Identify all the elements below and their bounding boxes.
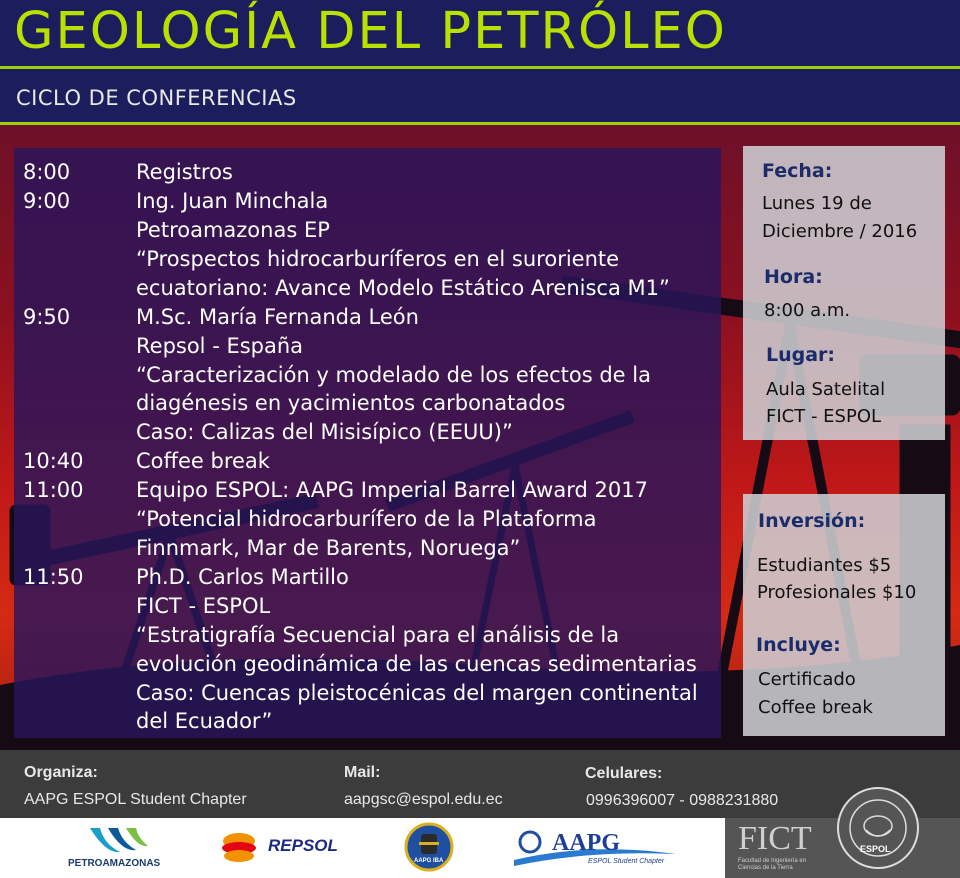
schedule-text: Repsol - España [136, 334, 304, 358]
schedule-row [14, 623, 721, 652]
schedule-row [14, 305, 721, 334]
schedule-row [14, 189, 721, 218]
fecha-label: Fecha: [762, 160, 833, 182]
petroamazonas-logo-text: PETROAMAZONAS [68, 858, 161, 869]
schedule-text: Caso: Calizas del Misisípico (EEUU)” [136, 420, 513, 444]
schedule-time: 9:50 [23, 305, 71, 329]
fict-subtitle-2: Ciencias de la Tierra [738, 865, 793, 871]
inversion-label: Inversión: [758, 510, 866, 532]
schedule-text: Registros [136, 160, 233, 184]
schedule-text: “Prospectos hidrocarburíferos en el suroriente [136, 247, 620, 271]
espol-seal-icon [836, 786, 920, 870]
lugar-label: Lugar: [766, 344, 836, 366]
schedule-text: FICT - ESPOL [136, 594, 271, 618]
schedule-row [14, 565, 721, 594]
schedule-text: diagénesis en yacimientos carbonatados [136, 391, 566, 415]
page-subtitle: CICLO DE CONFERENCIAS [16, 86, 297, 110]
schedule-row [14, 391, 721, 420]
schedule-row [14, 363, 721, 392]
schedule-row [14, 218, 721, 247]
inversion-students: Estudiantes $5 [757, 555, 892, 576]
schedule-text: evolución geodinámica de las cuencas sedimentarias [136, 652, 697, 676]
lugar-line-2: FICT - ESPOL [766, 406, 882, 427]
repsol-logo-icon [220, 831, 258, 865]
schedule-text: Finnmark, Mar de Barents, Noruega” [136, 536, 521, 560]
lugar-line-1: Aula Satelital [766, 379, 886, 400]
fict-subtitle-1: Facultad de Ingeniería en [738, 858, 807, 864]
schedule-row [14, 276, 721, 305]
schedule-row [14, 507, 721, 536]
schedule-row [14, 536, 721, 565]
schedule-text: “Caracterización y modelado de los efectos de la [136, 363, 651, 387]
schedule-text: M.Sc. María Fernanda León [136, 305, 419, 329]
schedule-row [14, 652, 721, 681]
schedule-text: Ph.D. Carlos Martillo [136, 565, 349, 589]
hora-label: Hora: [764, 266, 823, 288]
contact-footer [0, 750, 960, 818]
schedule-text: “Estratigrafía Secuencial para el análisis de la [136, 623, 620, 647]
espol-seal-text: ESPOL [860, 844, 891, 854]
event-details-box [743, 146, 945, 440]
schedule-text: ecuatoriano: Avance Modelo Estático Arenisca M1” [136, 276, 670, 300]
sponsor-logos-strip [0, 818, 960, 878]
schedule-text: “Potencial hidrocarburífero de la Plataforma [136, 507, 597, 531]
schedule-time: 11:00 [23, 478, 84, 502]
header-banner [0, 0, 960, 125]
schedule-row [14, 594, 721, 623]
repsol-logo-text: REPSOL [268, 836, 338, 855]
schedule-row [14, 334, 721, 363]
schedule-panel [14, 148, 721, 738]
schedule-row [14, 247, 721, 276]
petroamazonas-logo-icon [86, 824, 150, 856]
fict-logo-text: FICT [738, 820, 812, 857]
schedule-time: 11:50 [23, 565, 84, 589]
schedule-row [14, 160, 721, 189]
pricing-box [743, 494, 945, 736]
schedule-text: Equipo ESPOL: AAPG Imperial Barrel Award 2017 [136, 478, 648, 502]
schedule-row [14, 709, 721, 738]
incluye-line-2: Coffee break [758, 697, 873, 718]
header-divider-bottom [0, 122, 960, 125]
schedule-text: Coffee break [136, 449, 270, 473]
schedule-row [14, 420, 721, 449]
incluye-label: Incluye: [756, 634, 841, 656]
schedule-time: 10:40 [23, 449, 84, 473]
schedule-time: 9:00 [23, 189, 71, 213]
header-divider-top [0, 66, 960, 69]
schedule-row [14, 478, 721, 507]
mail-link[interactable]: aapgsc@espol.edu.ec [344, 791, 503, 808]
fecha-line-1: Lunes 19 de [762, 193, 872, 214]
aapg-iba-badge-icon [404, 822, 454, 872]
schedule-text: Ing. Juan Minchala [136, 189, 329, 213]
schedule-text: del Ecuador” [136, 709, 273, 733]
organiza-value: AAPG ESPOL Student Chapter [24, 791, 247, 808]
schedule-row [14, 681, 721, 710]
inversion-professionals: Profesionales $10 [757, 582, 917, 603]
aapg-subtitle: ESPOL Student Chapter [588, 858, 665, 865]
fecha-line-2: Diciembre / 2016 [762, 221, 918, 242]
aapg-logo-text: AAPG [552, 830, 620, 856]
aapg-iba-text: AAPG IBA [414, 858, 444, 864]
page-title: GEOLOGÍA DEL PETRÓLEO [14, 2, 727, 61]
mail-label: Mail: [344, 764, 381, 781]
celulares-label: Celulares: [585, 765, 663, 782]
hora-value: 8:00 a.m. [764, 300, 851, 321]
incluye-line-1: Certificado [758, 669, 856, 690]
organiza-label: Organiza: [24, 764, 98, 781]
schedule-text: Caso: Cuencas pleistocénicas del margen continental [136, 681, 698, 705]
schedule-row [14, 449, 721, 478]
schedule-time: 8:00 [23, 160, 71, 184]
celulares-value: 0996396007 - 0988231880 [586, 792, 779, 809]
schedule-text: Petroamazonas EP [136, 218, 330, 242]
